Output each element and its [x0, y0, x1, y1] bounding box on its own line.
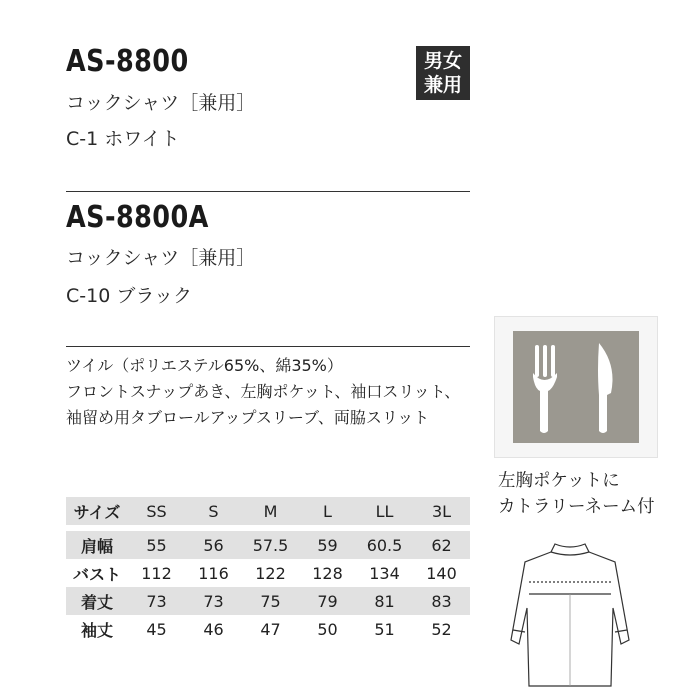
- table-cell: 55: [128, 531, 185, 559]
- table-cell: 128: [312, 563, 343, 583]
- pocket-caption-line-2: カトラリーネーム付: [498, 497, 655, 517]
- description-line-3: 袖留め用タブロールアップスリーブ、両脇スリット: [66, 408, 430, 427]
- row-label: 肩幅: [66, 531, 128, 559]
- size-header-cell: L: [299, 497, 356, 525]
- table-cell: 51: [374, 619, 395, 639]
- table-cell: 52: [431, 619, 452, 639]
- table-cell: 45: [146, 619, 167, 639]
- table-cell: 116: [198, 563, 229, 583]
- pocket-detail-image: [494, 316, 658, 458]
- table-cell: 79: [299, 587, 356, 615]
- table-cell: 57.5: [242, 531, 299, 559]
- table-cell: 46: [203, 619, 224, 639]
- badge-line-1: 男女: [423, 50, 462, 72]
- table-row: [66, 615, 470, 643]
- pocket-caption: [498, 468, 655, 520]
- size-table: [66, 497, 470, 643]
- size-header-row: [66, 497, 470, 525]
- size-header-cell: SS: [128, 497, 185, 525]
- size-header-cell: M: [242, 497, 299, 525]
- product-description: [66, 353, 486, 431]
- table-cell: 62: [413, 531, 470, 559]
- row-label: 着丈: [66, 587, 128, 615]
- pocket-caption-line-1: 左胸ポケットに: [498, 471, 620, 491]
- model-number-2: AS-8800A: [66, 200, 209, 235]
- description-line-1: ツイル（ポリエステル65%、綿35%）: [66, 356, 343, 375]
- size-header-label: サイズ: [66, 497, 128, 525]
- divider-1: [66, 191, 470, 192]
- product-color-1: C-1 ホワイト: [66, 128, 180, 150]
- badge-line-2: 兼用: [423, 74, 462, 96]
- table-cell: 75: [242, 587, 299, 615]
- fork-icon: [533, 345, 557, 433]
- table-cell: 140: [426, 563, 457, 583]
- table-cell: 122: [255, 563, 286, 583]
- table-cell: 73: [185, 587, 242, 615]
- table-cell: 50: [317, 619, 338, 639]
- unisex-badge: [416, 46, 470, 100]
- knife-icon: [598, 343, 613, 433]
- table-cell: 60.5: [356, 531, 413, 559]
- table-cell: 81: [356, 587, 413, 615]
- size-header-cell: S: [185, 497, 242, 525]
- table-cell: 112: [141, 563, 172, 583]
- product-name-2: コックシャツ［兼用］: [66, 247, 256, 269]
- cutlery-icon: [513, 331, 639, 443]
- row-label: 袖丈: [80, 620, 113, 640]
- shirt-back-illustration: [505, 540, 635, 690]
- table-cell: 59: [299, 531, 356, 559]
- table-row: [66, 531, 470, 559]
- table-cell: 83: [413, 587, 470, 615]
- product-color-2: C-10 ブラック: [66, 285, 192, 307]
- table-cell: 73: [128, 587, 185, 615]
- table-cell: 134: [369, 563, 400, 583]
- description-line-2: フロントスナップあき、左胸ポケット、袖口スリット、: [66, 382, 461, 401]
- divider-2: [66, 346, 470, 347]
- product-name-1: コックシャツ［兼用］: [66, 92, 256, 114]
- size-header-cell: 3L: [413, 497, 470, 525]
- model-number-1: AS-8800: [66, 44, 189, 79]
- row-label: バスト: [72, 564, 121, 584]
- table-cell: 47: [260, 619, 281, 639]
- table-row: [66, 587, 470, 615]
- table-cell: 56: [185, 531, 242, 559]
- table-row: [66, 559, 470, 587]
- size-header-cell: LL: [356, 497, 413, 525]
